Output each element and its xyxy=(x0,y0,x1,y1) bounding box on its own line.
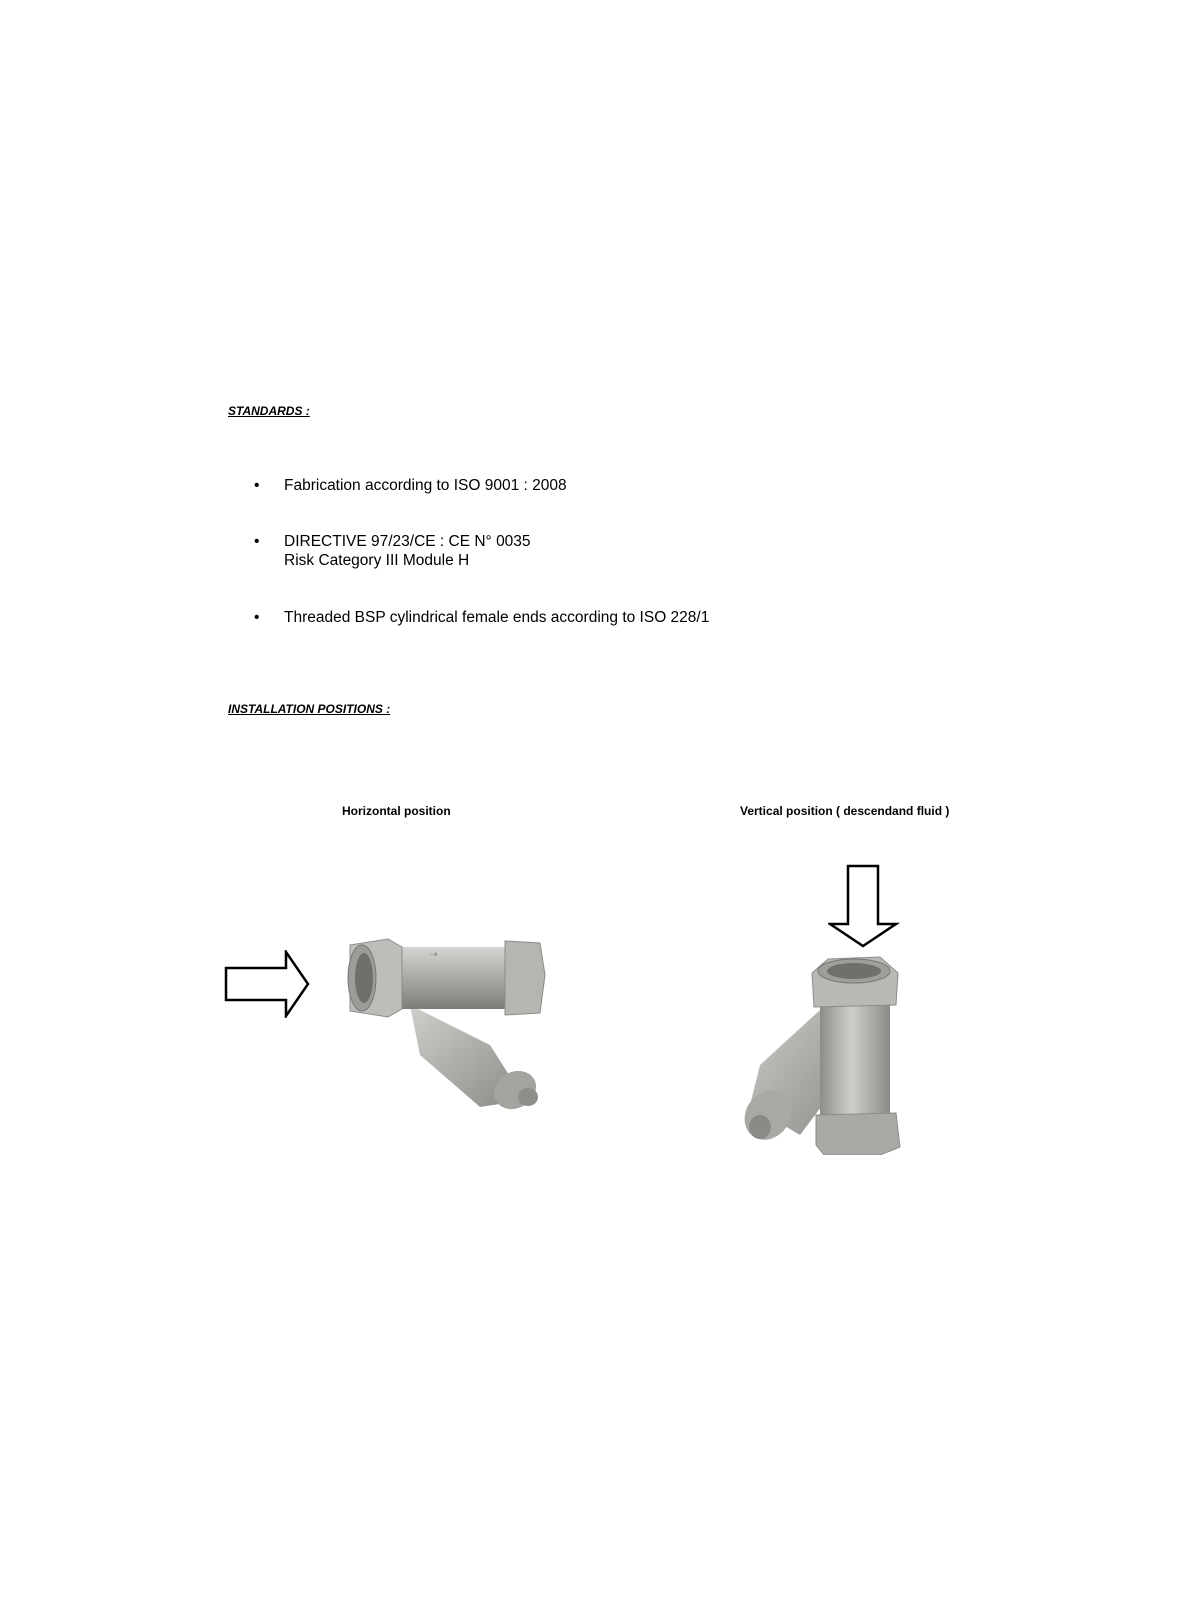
arrow-down-outline-icon xyxy=(828,864,900,948)
standards-item-text-line2: Risk Category III Module H xyxy=(284,552,470,569)
installation-heading: INSTALLATION POSITIONS : xyxy=(228,702,391,716)
standards-heading: STANDARDS : xyxy=(228,404,310,418)
horizontal-caption: Horizontal position xyxy=(342,804,451,818)
vertical-caption: Vertical position ( descendand fluid ) xyxy=(740,804,950,818)
bullet-icon: • xyxy=(254,533,260,550)
bullet-icon: • xyxy=(254,609,260,626)
standards-item-text: DIRECTIVE 97/23/CE : CE N° 0035 xyxy=(284,533,531,550)
y-strainer-vertical-image xyxy=(740,955,920,1155)
bullet-icon: • xyxy=(254,477,260,494)
y-strainer-horizontal-image xyxy=(340,935,550,1110)
arrow-right-outline-icon xyxy=(224,950,310,1018)
standards-item-text: Fabrication according to ISO 9001 : 2008 xyxy=(284,477,567,494)
standards-item-text: Threaded BSP cylindrical female ends according to ISO 228/1 xyxy=(284,609,710,626)
svg-text:⇢: ⇢ xyxy=(430,949,438,959)
